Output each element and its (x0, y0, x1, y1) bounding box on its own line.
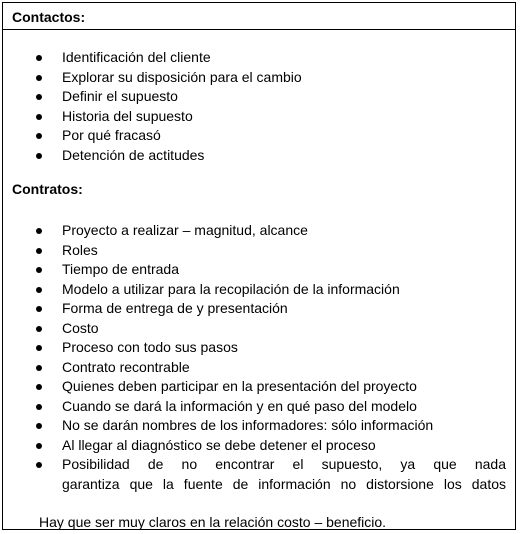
bullet-icon (36, 133, 42, 139)
list-item: Contrato recontrable (3, 358, 515, 378)
closing-note: Hay que ser muy claros en la relación costo – beneficio. (39, 514, 387, 530)
bullet-icon (36, 248, 42, 254)
contratos-list (3, 221, 515, 493)
bullet-icon (36, 55, 42, 61)
bullet-icon (36, 287, 42, 293)
contactos-title: Contactos: (12, 9, 86, 25)
bullet-icon (36, 94, 42, 100)
list-item: Forma de entrega de y presentación (3, 299, 515, 319)
list-item: Historia del supuesto (3, 107, 515, 127)
bullet-icon (36, 114, 42, 120)
bullet-icon (36, 365, 42, 371)
contactos-list (3, 48, 515, 165)
list-item: Costo (3, 319, 515, 339)
bullet-icon (36, 443, 42, 449)
bullet-icon (36, 345, 42, 351)
bullet-icon (36, 306, 42, 312)
bullet-icon (36, 404, 42, 410)
list-item: Modelo a utilizar para la recopilación de la información (3, 280, 515, 300)
list-item: Por qué fracasó (3, 126, 515, 146)
list-item-line: garantiza que la fuente de información no distorsione los datos (62, 475, 506, 492)
list-item: Proceso con todo sus pasos (3, 338, 515, 358)
bullet-icon (36, 326, 42, 332)
bullet-icon (36, 153, 42, 159)
bullet-icon (36, 462, 42, 468)
list-item-line: Posibilidad de no encontrar el supuesto, ya que nada (62, 456, 506, 472)
list-item: Roles (3, 241, 515, 261)
list-item: Identificación del cliente (3, 48, 515, 68)
bullet-icon (36, 75, 42, 81)
list-item: Cuando se dará la información y en qué paso del modelo (3, 397, 515, 417)
list-item: Quienes deben participar en la presentación del proyecto (3, 377, 515, 397)
contratos-title: Contratos: (12, 181, 83, 197)
bullet-icon (36, 423, 42, 429)
bullet-icon (36, 267, 42, 273)
list-item: Tiempo de entrada (3, 260, 515, 280)
list-item: Detención de actitudes (3, 146, 515, 166)
bullet-icon (36, 228, 42, 234)
list-item: Al llegar al diagnóstico se debe detener el proceso (3, 436, 515, 456)
bullet-icon (36, 384, 42, 390)
list-item (3, 455, 515, 493)
list-item: Explorar su disposición para el cambio (3, 68, 515, 88)
list-item: Definir el supuesto (3, 87, 515, 107)
list-item: No se darán nombres de los informadores: sólo información (3, 416, 515, 436)
list-item: Proyecto a realizar – magnitud, alcance (3, 221, 515, 241)
text-box (2, 2, 516, 530)
